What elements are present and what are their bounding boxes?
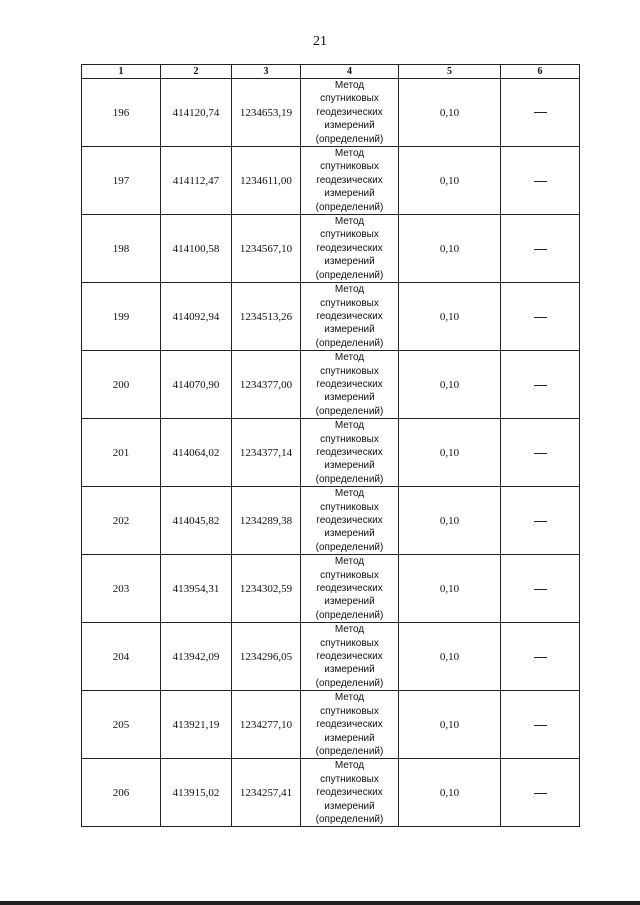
coordinates-table: [81, 64, 580, 827]
point-number-cell: 197: [82, 147, 161, 215]
accuracy-cell: 0,10: [399, 283, 501, 351]
method-line: (определений): [315, 405, 384, 417]
description-cell: [501, 555, 580, 623]
method-line: спутниковых: [320, 365, 379, 377]
column-header: 5: [399, 65, 501, 79]
dash-mark: [534, 385, 547, 386]
method-line: геодезических: [316, 106, 383, 118]
description-cell: [501, 351, 580, 419]
column-header: 4: [301, 65, 399, 79]
method-line: Метод: [334, 556, 365, 568]
method-line: геодезических: [316, 242, 383, 254]
method-line: измерений: [324, 596, 375, 608]
method-line: Метод: [334, 624, 365, 636]
method-line: измерений: [324, 800, 375, 812]
method-cell: [301, 487, 399, 555]
method-line: измерений: [324, 256, 375, 268]
description-cell: [501, 487, 580, 555]
method-cell: [301, 351, 399, 419]
method-line: (определений): [315, 473, 384, 485]
method-line: Метод: [334, 284, 365, 296]
x-coordinate-cell: 413915,02: [161, 759, 232, 827]
point-number-cell: 198: [82, 215, 161, 283]
method-line: (определений): [315, 269, 384, 281]
method-line: геодезических: [316, 310, 383, 322]
column-header: 1: [82, 65, 161, 79]
accuracy-cell: 0,10: [399, 351, 501, 419]
accuracy-cell: 0,10: [399, 215, 501, 283]
x-coordinate-cell: 414092,94: [161, 283, 232, 351]
y-coordinate-cell: 1234377,14: [232, 419, 301, 487]
table-row: [82, 555, 580, 623]
table-row: [82, 283, 580, 351]
method-cell: [301, 759, 399, 827]
method-line: спутниковых: [320, 705, 379, 717]
description-cell: [501, 147, 580, 215]
method-cell: [301, 623, 399, 691]
method-line: спутниковых: [320, 433, 379, 445]
description-cell: [501, 283, 580, 351]
description-cell: [501, 215, 580, 283]
point-number-cell: 204: [82, 623, 161, 691]
method-line: измерений: [324, 188, 375, 200]
x-coordinate-cell: 413942,09: [161, 623, 232, 691]
accuracy-cell: 0,10: [399, 419, 501, 487]
method-cell: [301, 691, 399, 759]
method-line: (определений): [315, 541, 384, 553]
method-line: Метод: [334, 760, 365, 772]
y-coordinate-cell: 1234653,19: [232, 79, 301, 147]
method-line: Метод: [334, 216, 365, 228]
method-line: Метод: [334, 420, 365, 432]
table-header-row: [82, 65, 580, 79]
dash-mark: [534, 112, 547, 113]
method-line: (определений): [315, 813, 384, 825]
accuracy-cell: 0,10: [399, 759, 501, 827]
method-line: измерений: [324, 732, 375, 744]
point-number-cell: 206: [82, 759, 161, 827]
method-line: измерений: [324, 324, 375, 336]
method-line: спутниковых: [320, 297, 379, 309]
dash-mark: [534, 249, 547, 250]
description-cell: [501, 759, 580, 827]
table-row: [82, 691, 580, 759]
y-coordinate-cell: 1234611,00: [232, 147, 301, 215]
dash-mark: [534, 453, 547, 454]
method-cell: [301, 147, 399, 215]
method-line: геодезических: [316, 515, 383, 526]
scan-bottom-edge: [0, 901, 640, 905]
point-number-cell: 205: [82, 691, 161, 759]
y-coordinate-cell: 1234257,41: [232, 759, 301, 827]
dash-mark: [534, 725, 547, 726]
method-line: измерений: [324, 460, 375, 472]
table-body: [82, 79, 580, 827]
x-coordinate-cell: 414100,58: [161, 215, 232, 283]
dash-mark: [534, 793, 547, 794]
y-coordinate-cell: 1234289,38: [232, 487, 301, 555]
method-line: Метод: [334, 488, 365, 500]
method-line: Метод: [334, 80, 365, 91]
accuracy-cell: 0,10: [399, 623, 501, 691]
dash-mark: [534, 317, 547, 318]
x-coordinate-cell: 414120,74: [161, 79, 232, 147]
method-line: (определений): [315, 133, 384, 145]
point-number-cell: 201: [82, 419, 161, 487]
description-cell: [501, 623, 580, 691]
y-coordinate-cell: 1234302,59: [232, 555, 301, 623]
method-line: спутниковых: [320, 161, 379, 173]
method-line: спутниковых: [320, 637, 379, 649]
method-line: геодезических: [316, 719, 383, 731]
method-cell: [301, 215, 399, 283]
x-coordinate-cell: 414112,47: [161, 147, 232, 215]
method-cell: [301, 419, 399, 487]
y-coordinate-cell: 1234296,05: [232, 623, 301, 691]
column-header: 6: [501, 65, 580, 79]
method-line: спутниковых: [320, 773, 379, 785]
method-line: геодезических: [316, 446, 383, 458]
accuracy-cell: 0,10: [399, 487, 501, 555]
method-line: спутниковых: [320, 93, 379, 105]
description-cell: [501, 691, 580, 759]
dash-mark: [534, 657, 547, 658]
method-line: (определений): [315, 677, 384, 689]
x-coordinate-cell: 414045,82: [161, 487, 232, 555]
x-coordinate-cell: 413954,31: [161, 555, 232, 623]
table-row: [82, 487, 580, 555]
method-cell: [301, 79, 399, 147]
page-number: 21: [313, 34, 327, 49]
method-line: геодезических: [316, 174, 383, 186]
point-number-cell: 199: [82, 283, 161, 351]
dash-mark: [534, 521, 547, 522]
method-line: (определений): [315, 609, 384, 621]
method-line: Метод: [334, 692, 365, 704]
method-line: измерений: [324, 120, 375, 132]
method-line: Метод: [334, 352, 365, 364]
table-row: [82, 351, 580, 419]
method-cell: [301, 555, 399, 623]
accuracy-cell: 0,10: [399, 691, 501, 759]
column-header: 3: [232, 65, 301, 79]
accuracy-cell: 0,10: [399, 555, 501, 623]
y-coordinate-cell: 1234277,10: [232, 691, 301, 759]
table-row: [82, 147, 580, 215]
method-line: геодезических: [316, 583, 383, 595]
y-coordinate-cell: 1234513,26: [232, 283, 301, 351]
point-number-cell: 202: [82, 487, 161, 555]
x-coordinate-cell: 414064,02: [161, 419, 232, 487]
dash-mark: [534, 589, 547, 590]
x-coordinate-cell: 414070,90: [161, 351, 232, 419]
point-number-cell: 200: [82, 351, 161, 419]
method-line: Метод: [334, 148, 365, 160]
method-line: измерений: [324, 664, 375, 676]
method-line: спутниковых: [320, 569, 379, 581]
accuracy-cell: 0,10: [399, 147, 501, 215]
table-row: [82, 215, 580, 283]
column-header: 2: [161, 65, 232, 79]
y-coordinate-cell: 1234377,00: [232, 351, 301, 419]
table-row: [82, 79, 580, 147]
method-line: спутниковых: [320, 501, 379, 513]
method-line: геодезических: [316, 787, 383, 799]
description-cell: [501, 79, 580, 147]
table-row: [82, 759, 580, 827]
method-line: измерений: [324, 528, 375, 540]
method-line: спутниковых: [320, 229, 379, 241]
y-coordinate-cell: 1234567,10: [232, 215, 301, 283]
method-line: (определений): [315, 745, 384, 757]
method-cell: [301, 283, 399, 351]
method-line: измерений: [324, 392, 375, 404]
table-row: [82, 419, 580, 487]
dash-mark: [534, 181, 547, 182]
method-line: (определений): [315, 337, 384, 349]
table-row: [82, 623, 580, 691]
point-number-cell: 196: [82, 79, 161, 147]
x-coordinate-cell: 413921,19: [161, 691, 232, 759]
method-line: геодезических: [316, 378, 383, 390]
description-cell: [501, 419, 580, 487]
method-line: (определений): [315, 201, 384, 213]
method-line: геодезических: [316, 651, 383, 663]
accuracy-cell: 0,10: [399, 79, 501, 147]
point-number-cell: 203: [82, 555, 161, 623]
